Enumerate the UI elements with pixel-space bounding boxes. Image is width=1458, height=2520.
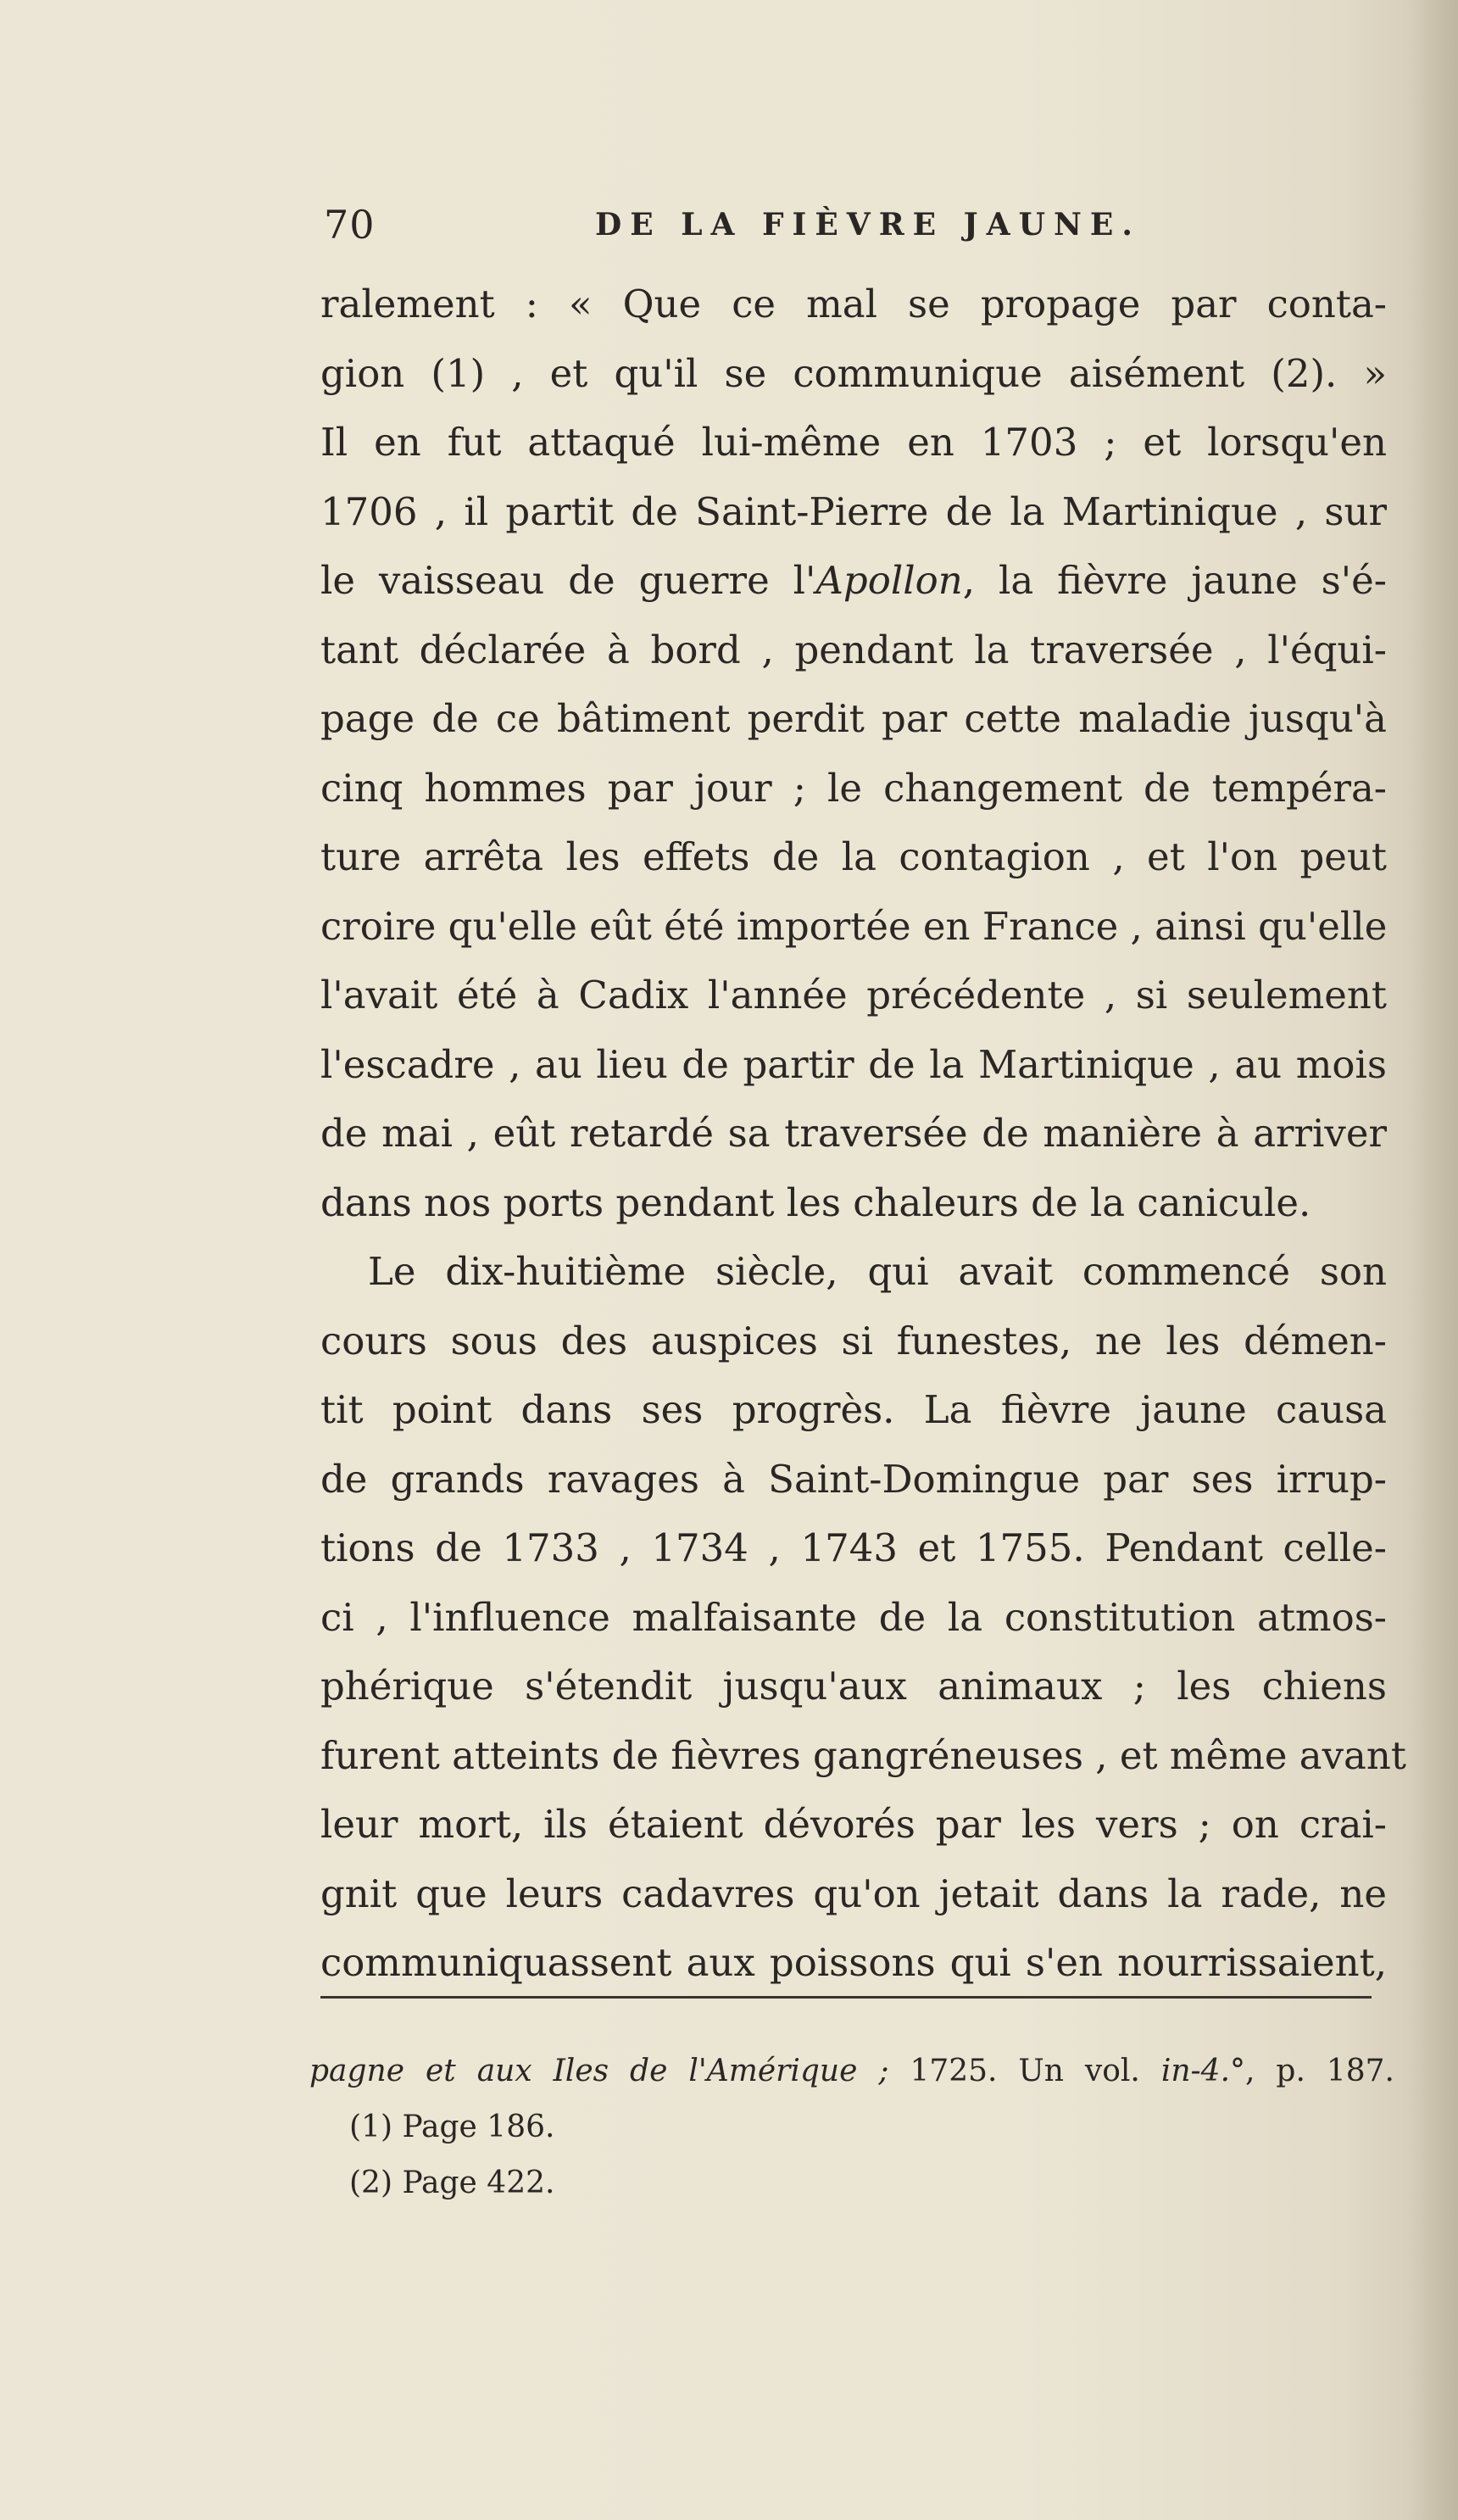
text-line: furent atteints de fièvres gangréneuses , et même avant (320, 1732, 1406, 1778)
text-line: Le dix-huitième siècle, qui avait commencé son (368, 1249, 1387, 1294)
footnote-format: in-4.° (1160, 2054, 1246, 2088)
footnote-rule (320, 1996, 1372, 1999)
footnote-1: (1) Page 186. (349, 2110, 555, 2144)
text-line: de mai , eût retardé sa traversée de manière à arriver (320, 1111, 1387, 1156)
text-line: ture arrêta les effets de la contagion , et l'on peut (320, 834, 1387, 879)
text-fragment: , la fièvre jaune s'é- (962, 558, 1387, 603)
text-line: cinq hommes par jour ; le changement de tempéra- (320, 765, 1387, 811)
page-edge-shadow (1407, 0, 1458, 2520)
footnote-text: , p. 187. (1245, 2054, 1394, 2088)
text-line: croire qu'elle eût été importée en France , ainsi qu'elle (320, 903, 1388, 949)
text-line: 1706 , il partit de Saint-Pierre de la Martinique , sur (320, 488, 1387, 534)
text-line: communiquassent aux poissons qui s'en nourrissaient, (320, 1940, 1387, 1985)
footnote-continued (309, 2043, 1394, 2099)
running-head: DE LA FIÈVRE JAUNE. (595, 207, 1141, 243)
text-line: ci , l'influence malfaisante de la constitution atmos- (320, 1594, 1387, 1640)
text-line: leur mort, ils étaient dévorés par les vers ; on crai- (320, 1802, 1387, 1847)
text-fragment: le vaisseau de guerre l' (320, 558, 816, 603)
footnote-text: 1725. Un vol. (888, 2054, 1161, 2088)
text-line (320, 546, 1387, 616)
text-line: gion (1) , et qu'il se communique aisément (2). » (320, 350, 1387, 396)
text-line: dans nos ports pendant les chaleurs de la canicule. (320, 1179, 1311, 1225)
footnotes (309, 2043, 1394, 2211)
text-line: ralement : « Que ce mal se propage par conta- (320, 282, 1387, 326)
text-line: tions de 1733 , 1734 , 1743 et 1755. Pendant celle- (320, 1525, 1387, 1570)
text-line: l'escadre , au lieu de partir de la Martinique , au mois (320, 1041, 1387, 1087)
text-line: phérique s'étendit jusqu'aux animaux ; les chiens (320, 1664, 1387, 1709)
text-line: Il en fut attaqué lui-même en 1703 ; et lorsqu'en (320, 420, 1387, 465)
text-line: l'avait été à Cadix l'année précédente , si seulement (320, 973, 1387, 1017)
ship-name: Apollon (815, 558, 963, 603)
footnote-2: (2) Page 422. (349, 2166, 555, 2200)
page-number: 70 (324, 202, 376, 248)
text-line: gnit que leurs cadavres qu'on jetait dans la rade, ne (320, 1870, 1387, 1916)
text-line: tit point dans ses progrès. La fièvre jaune causa (320, 1387, 1387, 1432)
footnote-title: pagne et aux Iles de l'Amérique ; (309, 2054, 889, 2088)
text-line: page de ce bâtiment perdit par cette maladie jusqu'à (320, 696, 1387, 741)
text-line: de grands ravages à Saint-Domingue par ses irrup- (320, 1456, 1387, 1502)
text-line: cours sous des auspices si funestes, ne les démen- (320, 1318, 1387, 1363)
page-header (324, 202, 1392, 261)
body-text (320, 270, 1406, 1998)
text-line: tant déclarée à bord , pendant la traversée , l'équi- (320, 627, 1387, 672)
